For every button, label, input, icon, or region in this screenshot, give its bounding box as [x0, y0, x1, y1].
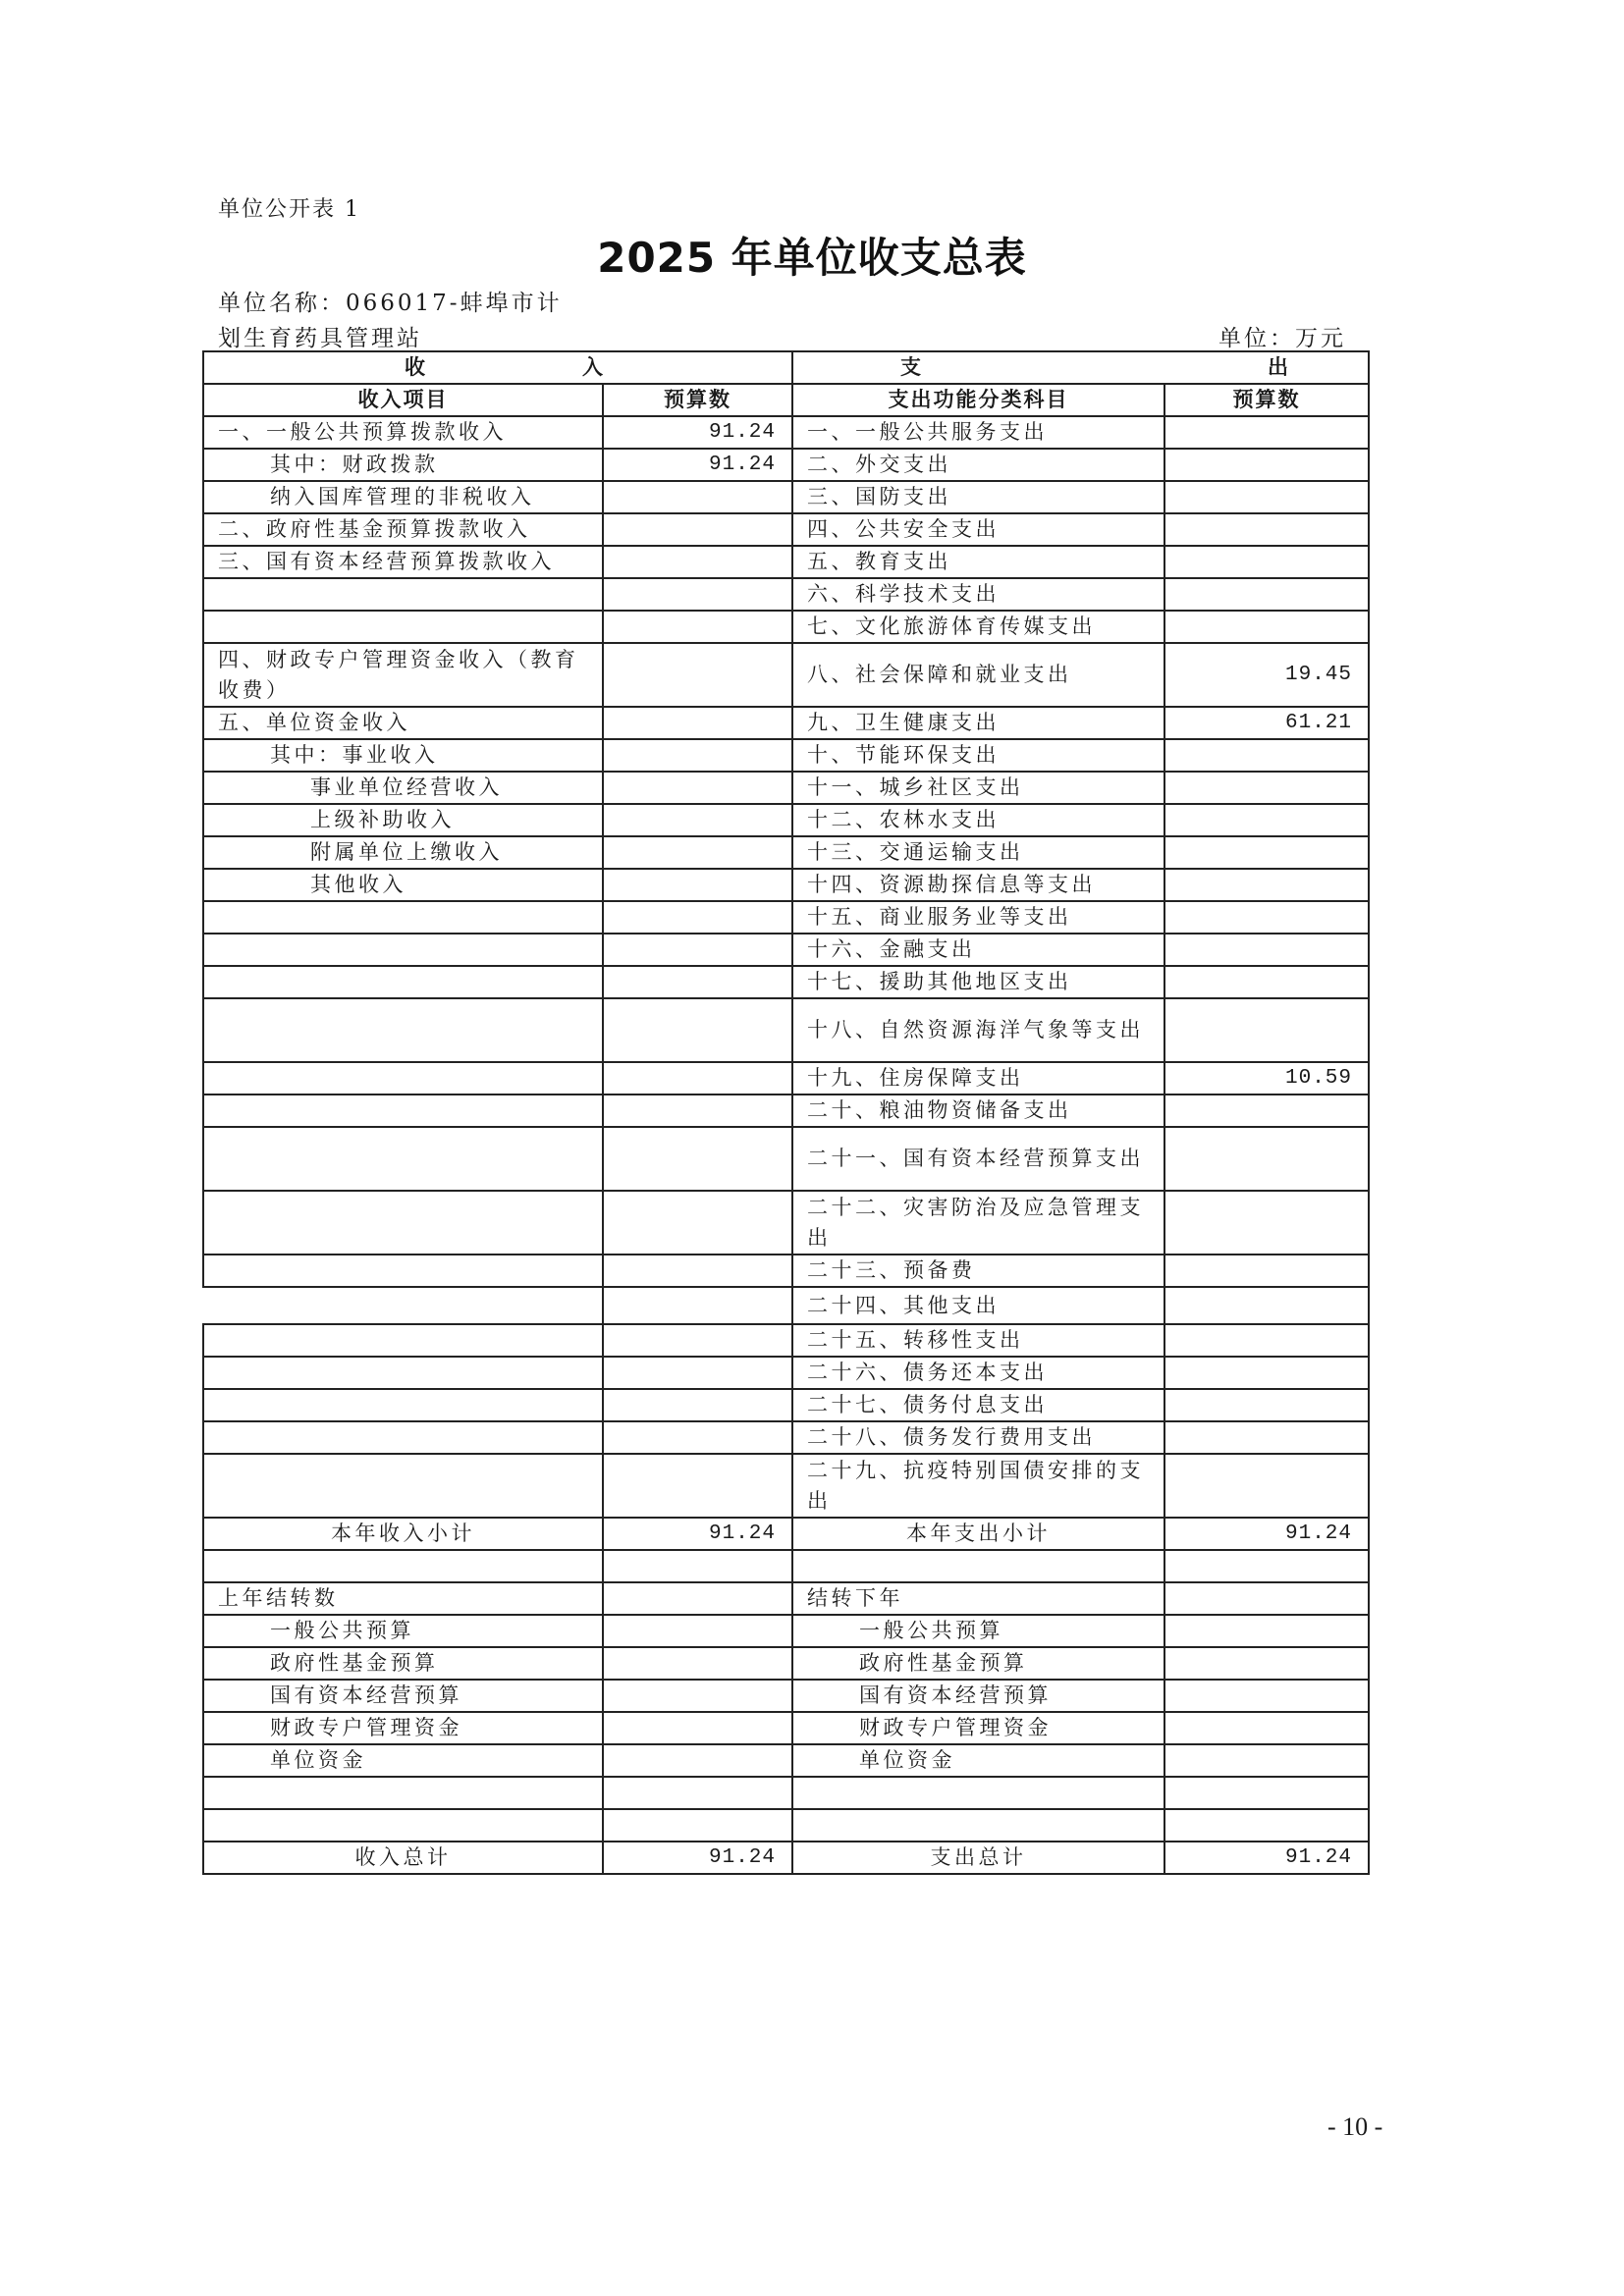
expense-value: [1164, 546, 1369, 578]
expense-carryover-value: [1164, 1680, 1369, 1712]
header-expense-budget: 预算数: [1164, 384, 1369, 416]
income-value: [603, 481, 792, 513]
income-carryover-item: 一般公共预算: [203, 1615, 603, 1647]
total-row: [203, 1842, 1369, 1874]
income-value: [603, 901, 792, 934]
expense-item: 十九、住房保障支出: [792, 1062, 1164, 1095]
expense-value: [1164, 611, 1369, 643]
income-item: [203, 1357, 603, 1389]
table-row: [203, 804, 1369, 836]
income-item: 五、单位资金收入: [203, 707, 603, 739]
income-value: [603, 836, 792, 869]
expense-value: [1164, 1191, 1369, 1255]
page-number: - 10 -: [1327, 2112, 1383, 2141]
income-value: [603, 578, 792, 611]
income-item: [203, 966, 603, 998]
income-value: [603, 869, 792, 901]
income-item: [203, 611, 603, 643]
expense-item: 四、公共安全支出: [792, 513, 1164, 546]
income-total-value: 91.24: [603, 1842, 792, 1874]
income-item: 附属单位上缴收入: [203, 836, 603, 869]
table-row: [203, 1062, 1369, 1095]
income-item: [203, 1095, 603, 1127]
income-value: [603, 1062, 792, 1095]
expense-carryover-item: 一般公共预算: [792, 1615, 1164, 1647]
income-total-label: 收入总计: [203, 1842, 603, 1874]
table-header-top: [203, 351, 1369, 384]
income-item: [203, 1191, 603, 1255]
expense-value: [1164, 772, 1369, 804]
empty-cell: [203, 1777, 603, 1809]
header-income-char1: 收: [405, 355, 427, 379]
income-item: 三、国有资本经营预算拨款收入: [203, 546, 603, 578]
empty-cell: [1164, 1777, 1369, 1809]
expense-item: 二十八、债务发行费用支出: [792, 1421, 1164, 1454]
table-row: [203, 1191, 1369, 1255]
expense-item: 六、科学技术支出: [792, 578, 1164, 611]
table-row: [203, 998, 1369, 1062]
header-expense-char1: 支: [900, 355, 923, 379]
expense-value: [1164, 481, 1369, 513]
expense-item: 十一、城乡社区支出: [792, 772, 1164, 804]
empty-cell: [1164, 1809, 1369, 1842]
table-row: [203, 416, 1369, 449]
income-item: 一、一般公共预算拨款收入: [203, 416, 603, 449]
expense-value: [1164, 1287, 1369, 1324]
header-income-item: 收入项目: [203, 384, 603, 416]
empty-cell: [603, 1550, 792, 1582]
currency-unit: 单位：万元: [1218, 326, 1346, 351]
expense-item: 十、节能环保支出: [792, 739, 1164, 772]
expense-value: 19.45: [1164, 643, 1369, 707]
income-value: [603, 707, 792, 739]
expense-carryover-item: 政府性基金预算: [792, 1647, 1164, 1680]
income-item: [203, 1421, 603, 1454]
expense-value: [1164, 1454, 1369, 1518]
income-carryover-item: 财政专户管理资金: [203, 1712, 603, 1744]
income-item: 上级补助收入: [203, 804, 603, 836]
table-row: [203, 1454, 1369, 1518]
expense-value: [1164, 449, 1369, 481]
income-item: 其中：事业收入: [203, 739, 603, 772]
income-item: [203, 1324, 603, 1357]
table-row: [203, 578, 1369, 611]
income-item: [203, 1062, 603, 1095]
expense-total-label: 支出总计: [792, 1842, 1164, 1874]
empty-cell: [603, 1777, 792, 1809]
expense-value: [1164, 901, 1369, 934]
empty-row: [203, 1809, 1369, 1842]
header-income-budget: 预算数: [603, 384, 792, 416]
expense-value: [1164, 1095, 1369, 1127]
income-value: [603, 611, 792, 643]
header-expense-item: 支出功能分类科目: [792, 384, 1164, 416]
subtotal-row: [203, 1518, 1369, 1550]
expense-item: 一、一般公共服务支出: [792, 416, 1164, 449]
income-value: [603, 966, 792, 998]
table-row: [203, 513, 1369, 546]
income-value: [603, 1287, 792, 1324]
income-item: [203, 1389, 603, 1421]
carryover-row: [203, 1744, 1369, 1777]
income-value: 91.24: [603, 449, 792, 481]
income-item: [203, 901, 603, 934]
table-row: [203, 1389, 1369, 1421]
table-row: [203, 1287, 1369, 1324]
income-value: [603, 1421, 792, 1454]
income-carryover-value: [603, 1615, 792, 1647]
expense-item: 十四、资源勘探信息等支出: [792, 869, 1164, 901]
income-value: [603, 1324, 792, 1357]
table-row: [203, 1324, 1369, 1357]
expense-value: 10.59: [1164, 1062, 1369, 1095]
expense-value: [1164, 513, 1369, 546]
expense-item: 二十三、预备费: [792, 1255, 1164, 1287]
income-value: [603, 1095, 792, 1127]
expense-value: [1164, 869, 1369, 901]
income-item: [203, 998, 603, 1062]
carryover-header-row: [203, 1582, 1369, 1615]
table-row: [203, 1421, 1369, 1454]
expense-carryover-value: [1164, 1744, 1369, 1777]
income-value: [603, 804, 792, 836]
table-row: [203, 1357, 1369, 1389]
table-row: [203, 1255, 1369, 1287]
income-carryover-value: [603, 1712, 792, 1744]
expense-value: [1164, 804, 1369, 836]
empty-cell: [603, 1809, 792, 1842]
expense-item: 十八、自然资源海洋气象等支出: [792, 998, 1164, 1062]
expense-subtotal-label: 本年支出小计: [792, 1518, 1164, 1550]
table-row: [203, 546, 1369, 578]
income-item: 纳入国库管理的非税收入: [203, 481, 603, 513]
income-carryover-value: [603, 1744, 792, 1777]
expense-value: [1164, 578, 1369, 611]
empty-row: [203, 1550, 1369, 1582]
header-income-char2: 入: [582, 355, 605, 379]
expense-item: 十二、农林水支出: [792, 804, 1164, 836]
expense-value: [1164, 998, 1369, 1062]
expense-value: [1164, 1357, 1369, 1389]
table-row: [203, 739, 1369, 772]
expense-value: [1164, 966, 1369, 998]
header-expense-char2: 出: [1268, 355, 1290, 379]
carryover-row: [203, 1615, 1369, 1647]
income-subtotal-value: 91.24: [603, 1518, 792, 1550]
income-item: [203, 1454, 603, 1518]
expense-value: 61.21: [1164, 707, 1369, 739]
expense-carryover-value: [1164, 1647, 1369, 1680]
carryover-row: [203, 1680, 1369, 1712]
expense-item: 二十、粮油物资储备支出: [792, 1095, 1164, 1127]
table-row: [203, 449, 1369, 481]
table-row: [203, 1127, 1369, 1191]
header-expense-group: [792, 351, 1369, 384]
income-value: [603, 1357, 792, 1389]
income-item: [203, 1255, 603, 1287]
table-header: [203, 384, 1369, 416]
income-carryover-value: [603, 1680, 792, 1712]
income-value: [603, 739, 792, 772]
income-carryover-label: 上年结转数: [203, 1582, 603, 1615]
unit-name-line2: 划生育药具管理站: [218, 326, 422, 351]
income-value: [603, 934, 792, 966]
page-title: 2025 年单位收支总表: [597, 234, 1027, 282]
empty-cell: [792, 1809, 1164, 1842]
income-carryover-item: 政府性基金预算: [203, 1647, 603, 1680]
table-row: [203, 836, 1369, 869]
expense-value: [1164, 1255, 1369, 1287]
expense-carryover-label: 结转下年: [792, 1582, 1164, 1615]
expense-item: 二十六、债务还本支出: [792, 1357, 1164, 1389]
expense-carryover-value: [1164, 1712, 1369, 1744]
expense-subtotal-value: 91.24: [1164, 1518, 1369, 1550]
income-item: [203, 1127, 603, 1191]
income-item: 四、财政专户管理资金收入（教育收费）: [203, 643, 603, 707]
expense-item: 十五、商业服务业等支出: [792, 901, 1164, 934]
expense-carryover-item: 国有资本经营预算: [792, 1680, 1164, 1712]
header-income-group: [203, 351, 792, 384]
income-value: [603, 1255, 792, 1287]
expense-item: 二、外交支出: [792, 449, 1164, 481]
income-carryover-value: [603, 1582, 792, 1615]
expense-item: 二十九、抗疫特别国债安排的支出: [792, 1454, 1164, 1518]
empty-cell: [792, 1777, 1164, 1809]
income-value: [603, 513, 792, 546]
income-value: [603, 1389, 792, 1421]
expense-carryover-value: [1164, 1615, 1369, 1647]
income-item: [203, 934, 603, 966]
expense-carryover-item: 财政专户管理资金: [792, 1712, 1164, 1744]
expense-value: [1164, 1389, 1369, 1421]
income-value: [603, 643, 792, 707]
income-item: [203, 578, 603, 611]
expense-item: 八、社会保障和就业支出: [792, 643, 1164, 707]
empty-row: [203, 1777, 1369, 1809]
income-value: [603, 1191, 792, 1255]
expense-item: 十六、金融支出: [792, 934, 1164, 966]
expense-item: 五、教育支出: [792, 546, 1164, 578]
table-row: [203, 934, 1369, 966]
expense-item: 二十一、国有资本经营预算支出: [792, 1127, 1164, 1191]
empty-cell: [203, 1809, 603, 1842]
table-row: [203, 643, 1369, 707]
expense-value: [1164, 1421, 1369, 1454]
income-item: 其他收入: [203, 869, 603, 901]
income-item: 其中：财政拨款: [203, 449, 603, 481]
income-carryover-value: [603, 1647, 792, 1680]
table-row: [203, 772, 1369, 804]
expense-carryover-item: 单位资金: [792, 1744, 1164, 1777]
income-item: 二、政府性基金预算拨款收入: [203, 513, 603, 546]
expense-value: [1164, 836, 1369, 869]
table-row: [203, 707, 1369, 739]
expense-item: 九、卫生健康支出: [792, 707, 1164, 739]
table-row: [203, 611, 1369, 643]
income-value: 91.24: [603, 416, 792, 449]
empty-cell: [1164, 1550, 1369, 1582]
income-value: [603, 772, 792, 804]
expense-value: [1164, 934, 1369, 966]
carryover-row: [203, 1712, 1369, 1744]
table-row: [203, 966, 1369, 998]
expense-item: 三、国防支出: [792, 481, 1164, 513]
expense-item: 七、文化旅游体育传媒支出: [792, 611, 1164, 643]
income-value: [603, 998, 792, 1062]
expense-value: [1164, 1127, 1369, 1191]
expense-item: 十七、援助其他地区支出: [792, 966, 1164, 998]
table-row: [203, 481, 1369, 513]
income-expense-summary-table: [202, 350, 1370, 1875]
income-value: [603, 1127, 792, 1191]
expense-carryover-value: [1164, 1582, 1369, 1615]
carryover-row: [203, 1647, 1369, 1680]
income-item: 事业单位经营收入: [203, 772, 603, 804]
income-carryover-item: 国有资本经营预算: [203, 1680, 603, 1712]
income-subtotal-label: 本年收入小计: [203, 1518, 603, 1550]
table-row: [203, 869, 1369, 901]
expense-item: 二十七、债务付息支出: [792, 1389, 1164, 1421]
empty-cell: [792, 1550, 1164, 1582]
income-value: [603, 1454, 792, 1518]
expense-value: [1164, 1324, 1369, 1357]
expense-item: 二十四、其他支出: [792, 1287, 1164, 1324]
expense-item: 二十二、灾害防治及应急管理支出: [792, 1191, 1164, 1255]
table-row: [203, 1095, 1369, 1127]
income-carryover-item: 单位资金: [203, 1744, 603, 1777]
expense-total-value: 91.24: [1164, 1842, 1369, 1874]
empty-cell: [203, 1550, 603, 1582]
table-row: [203, 901, 1369, 934]
unit-name-line1: 单位名称：066017-蚌埠市计: [218, 291, 563, 316]
form-label: 单位公开表 1: [218, 197, 360, 222]
income-item: [203, 1287, 603, 1324]
expense-value: [1164, 739, 1369, 772]
expense-item: 二十五、转移性支出: [792, 1324, 1164, 1357]
expense-value: [1164, 416, 1369, 449]
income-value: [603, 546, 792, 578]
expense-item: 十三、交通运输支出: [792, 836, 1164, 869]
